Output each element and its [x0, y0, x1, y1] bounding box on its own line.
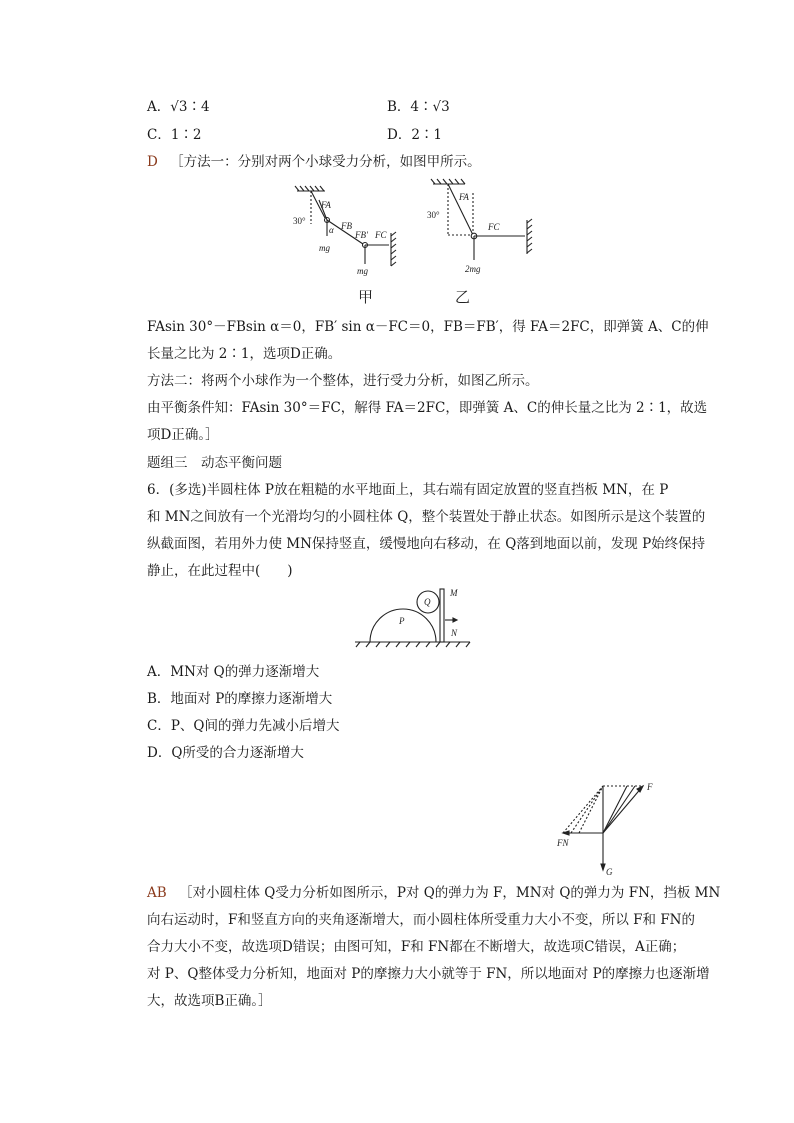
- q6-answer-line2: 向右运动时，F和竖直方向的夹角逐渐增大，而小圆柱体所受重力大小不变，所以 F和 FN的: [147, 912, 695, 928]
- method2-line1: 由平衡条件知：FAsin 30°＝FC，解得 FA＝2FC，即弹簧 A、C的伸长量之比为 2∶1，故选: [147, 400, 708, 416]
- label-FN: FN: [557, 838, 569, 848]
- q6-stem-line2: 和 MN之间放有一个光滑均匀的小圆柱体 Q，整个装置处于静止状态。如图所示是这个装置的: [147, 509, 706, 525]
- eq-line2: 长量之比为 2∶1，选项D正确。: [147, 346, 342, 362]
- q6-option-b: B．地面对 P的摩擦力逐渐增大: [147, 691, 333, 707]
- label-G: G: [606, 867, 613, 877]
- q6-option-c: C．P、Q间的弹力先减小后增大: [147, 718, 340, 734]
- q6-answer-tag: AB: [147, 885, 167, 901]
- label-yi: 乙: [455, 290, 471, 306]
- method2-line2: 项D正确。］: [147, 427, 219, 443]
- label-2mg: 2mg: [465, 264, 481, 274]
- figure-force: [553, 778, 663, 878]
- label-FC-yi: FC: [488, 222, 500, 232]
- q6-stem-line3: 纵截面图，若用外力使 MN保持竖直，缓慢地向右移动，在 Q落到地面以前，发现 P始终保持: [147, 536, 706, 552]
- label-jia: 甲: [358, 290, 374, 306]
- method1-text: ［方法一：分别对两个小球受力分析，如图甲所示。: [170, 154, 481, 170]
- label-N: N: [451, 628, 458, 638]
- label-M: M: [450, 588, 458, 598]
- option-a: A．√3∶4: [147, 99, 210, 115]
- method2: 方法二：将两个小球作为一个整体，进行受力分析，如图乙所示。: [147, 373, 539, 389]
- option-d: D．2∶1: [387, 127, 443, 143]
- label-mg1: mg: [319, 243, 330, 253]
- option-b: B．4∶√3: [387, 99, 450, 115]
- label-F: F: [647, 782, 653, 792]
- q6-stem-line1: 6．(多选)半圆柱体 P放在粗糙的水平地面上，其右端有固定放置的竖直挡板 MN，在 P: [147, 482, 669, 498]
- label-FA-yi: FA: [459, 192, 469, 202]
- q6-answer-line1: [147, 883, 720, 903]
- eq-line1: FAsin 30°－FBsin α＝0，FB′ sin α－FC＝0，FB＝FB′，得 FA＝2FC，即弹簧 A、C的伸: [147, 319, 709, 335]
- q6-option-a: A．MN对 Q的弹力逐渐增大: [147, 664, 320, 680]
- label-FBp: FB′: [355, 230, 368, 240]
- label-FA: FA: [321, 200, 331, 210]
- label-FC: FC: [375, 230, 387, 240]
- label-alpha: α: [329, 225, 334, 235]
- q6-stem-line4: 静止，在此过程中( ): [147, 563, 293, 579]
- label-30deg-yi: 30°: [427, 210, 440, 220]
- label-P: P: [399, 616, 405, 626]
- q6-answer-line3: 合力大小不变，故选项D错误；由图可知，F和 FN都在不断增大，故选项C错误，A正确；: [147, 939, 686, 955]
- option-c: C．1∶2: [147, 127, 202, 143]
- label-mg2: mg: [357, 266, 368, 276]
- answer-method1: [147, 152, 481, 172]
- figure-device: [355, 585, 475, 650]
- q6-answer-text1: ［对小圆柱体 Q受力分析如图所示，P对 Q的弹力为 F，MN对 Q的弹力为 FN，挡板 MN: [178, 885, 721, 901]
- label-30deg: 30°: [293, 216, 306, 226]
- label-Q: Q: [424, 597, 431, 607]
- figure-jia-yi: [285, 178, 545, 308]
- group-title: 题组三 动态平衡问题: [147, 455, 282, 471]
- answer-tag: D: [147, 154, 158, 170]
- q6-option-d: D．Q所受的合力逐渐增大: [147, 745, 304, 761]
- label-FB: FB: [341, 221, 352, 231]
- q6-answer-line5: 大，故选项B正确。］: [147, 993, 272, 1009]
- q6-answer-line4: 对 P、Q整体受力分析知，地面对 P的摩擦力大小就等于 FN，所以地面对 P的摩擦力也逐渐增: [147, 966, 710, 982]
